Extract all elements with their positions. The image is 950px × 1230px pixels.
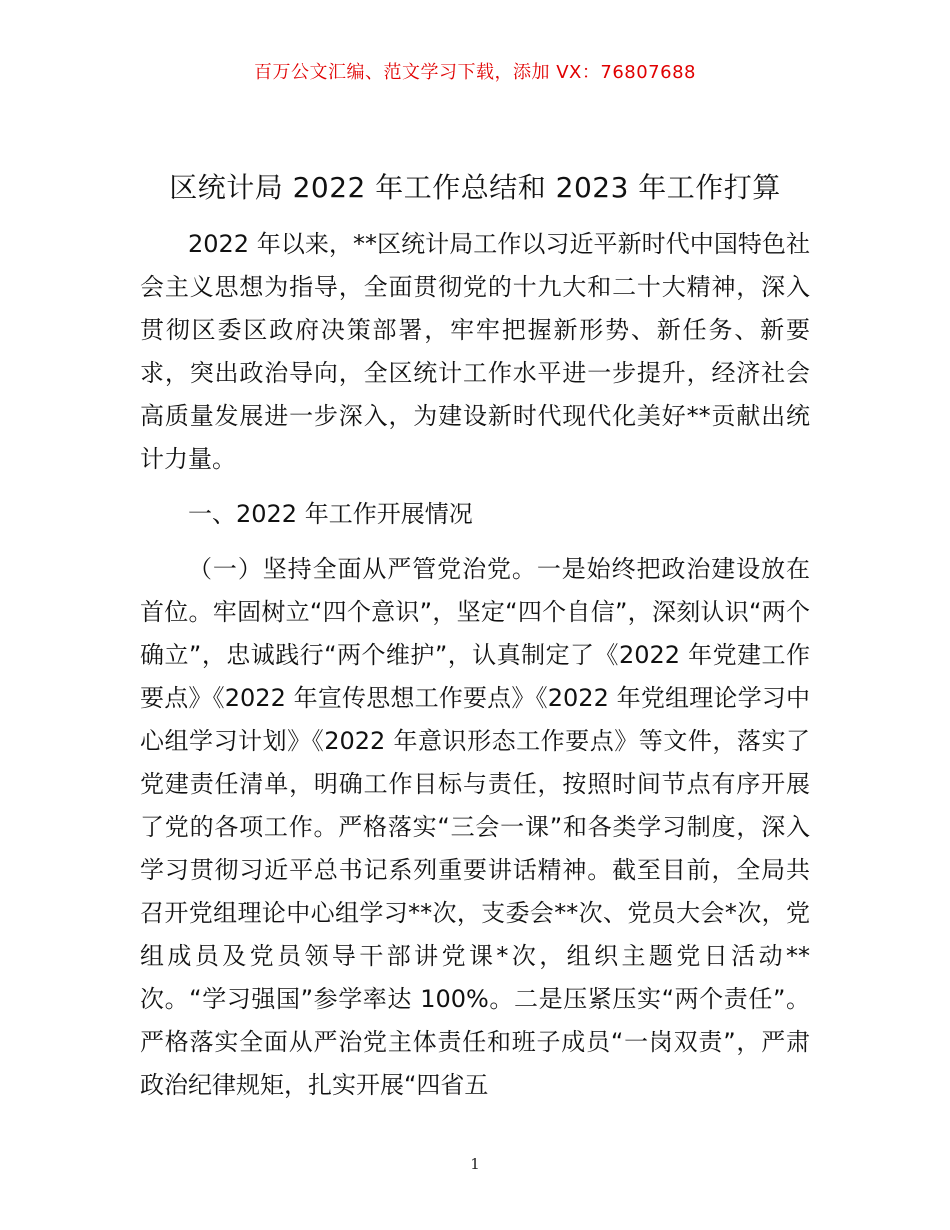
section-heading: 一、2022 年工作开展情况 [188, 500, 473, 528]
document-title: 区统计局 2022 年工作总结和 2023 年工作打算 [169, 171, 781, 204]
header-watermark-note: 百万公文汇编、范文学习下载，添加 VX：76807688 [254, 62, 696, 83]
page-number: 1 [470, 1155, 480, 1173]
intro-paragraph: 2022 年以来，**区统计局工作以习近平新时代中国特色社会主义思想为指导，全面贯彻党的十九大和二十大精神，深入贯彻区委区政府决策部署，牢牢把握新形势、新任务、新要求，突出政治导向，全区统计工作水平进一步提升，经济社会高质量发展进一步深入，为建设新时代现代化美好**贡献出统计力量。 [140, 230, 810, 473]
section-paragraph: （一）坚持全面从严管党治党。一是始终把政治建设放在首位。牢固树立“四个意识”，坚定“四个自信”，深刻认识“两个确立”，忠诚践行“两个维护”，认真制定了《2022 年党建工作要点》《2022 年宣传思想工作要点》《2022 年党组理论学习中心组学习计划》《2022 年意识形态工作要点》等文件，落实了党建责任清单，明确工作目标与责任，按照时间节点有序开展了党的各项工作。严格落实“三会一课”和各类学习制度，深入学习贯彻习近平总书记系列重要讲话精神。截至目前，全局共召开党组理论中心组学习**次，支委会**次、党员大会*次，党组成员及党员领导干部讲党课*次，组织主题党日活动**次。“学习强国”参学率达 100%。二是压紧压实“两个责任”。严格落实全面从严治党主体责任和班子成员“一岗双责”，严肃政治纪律规矩，扎实开展“四省五 [140, 555, 810, 1099]
